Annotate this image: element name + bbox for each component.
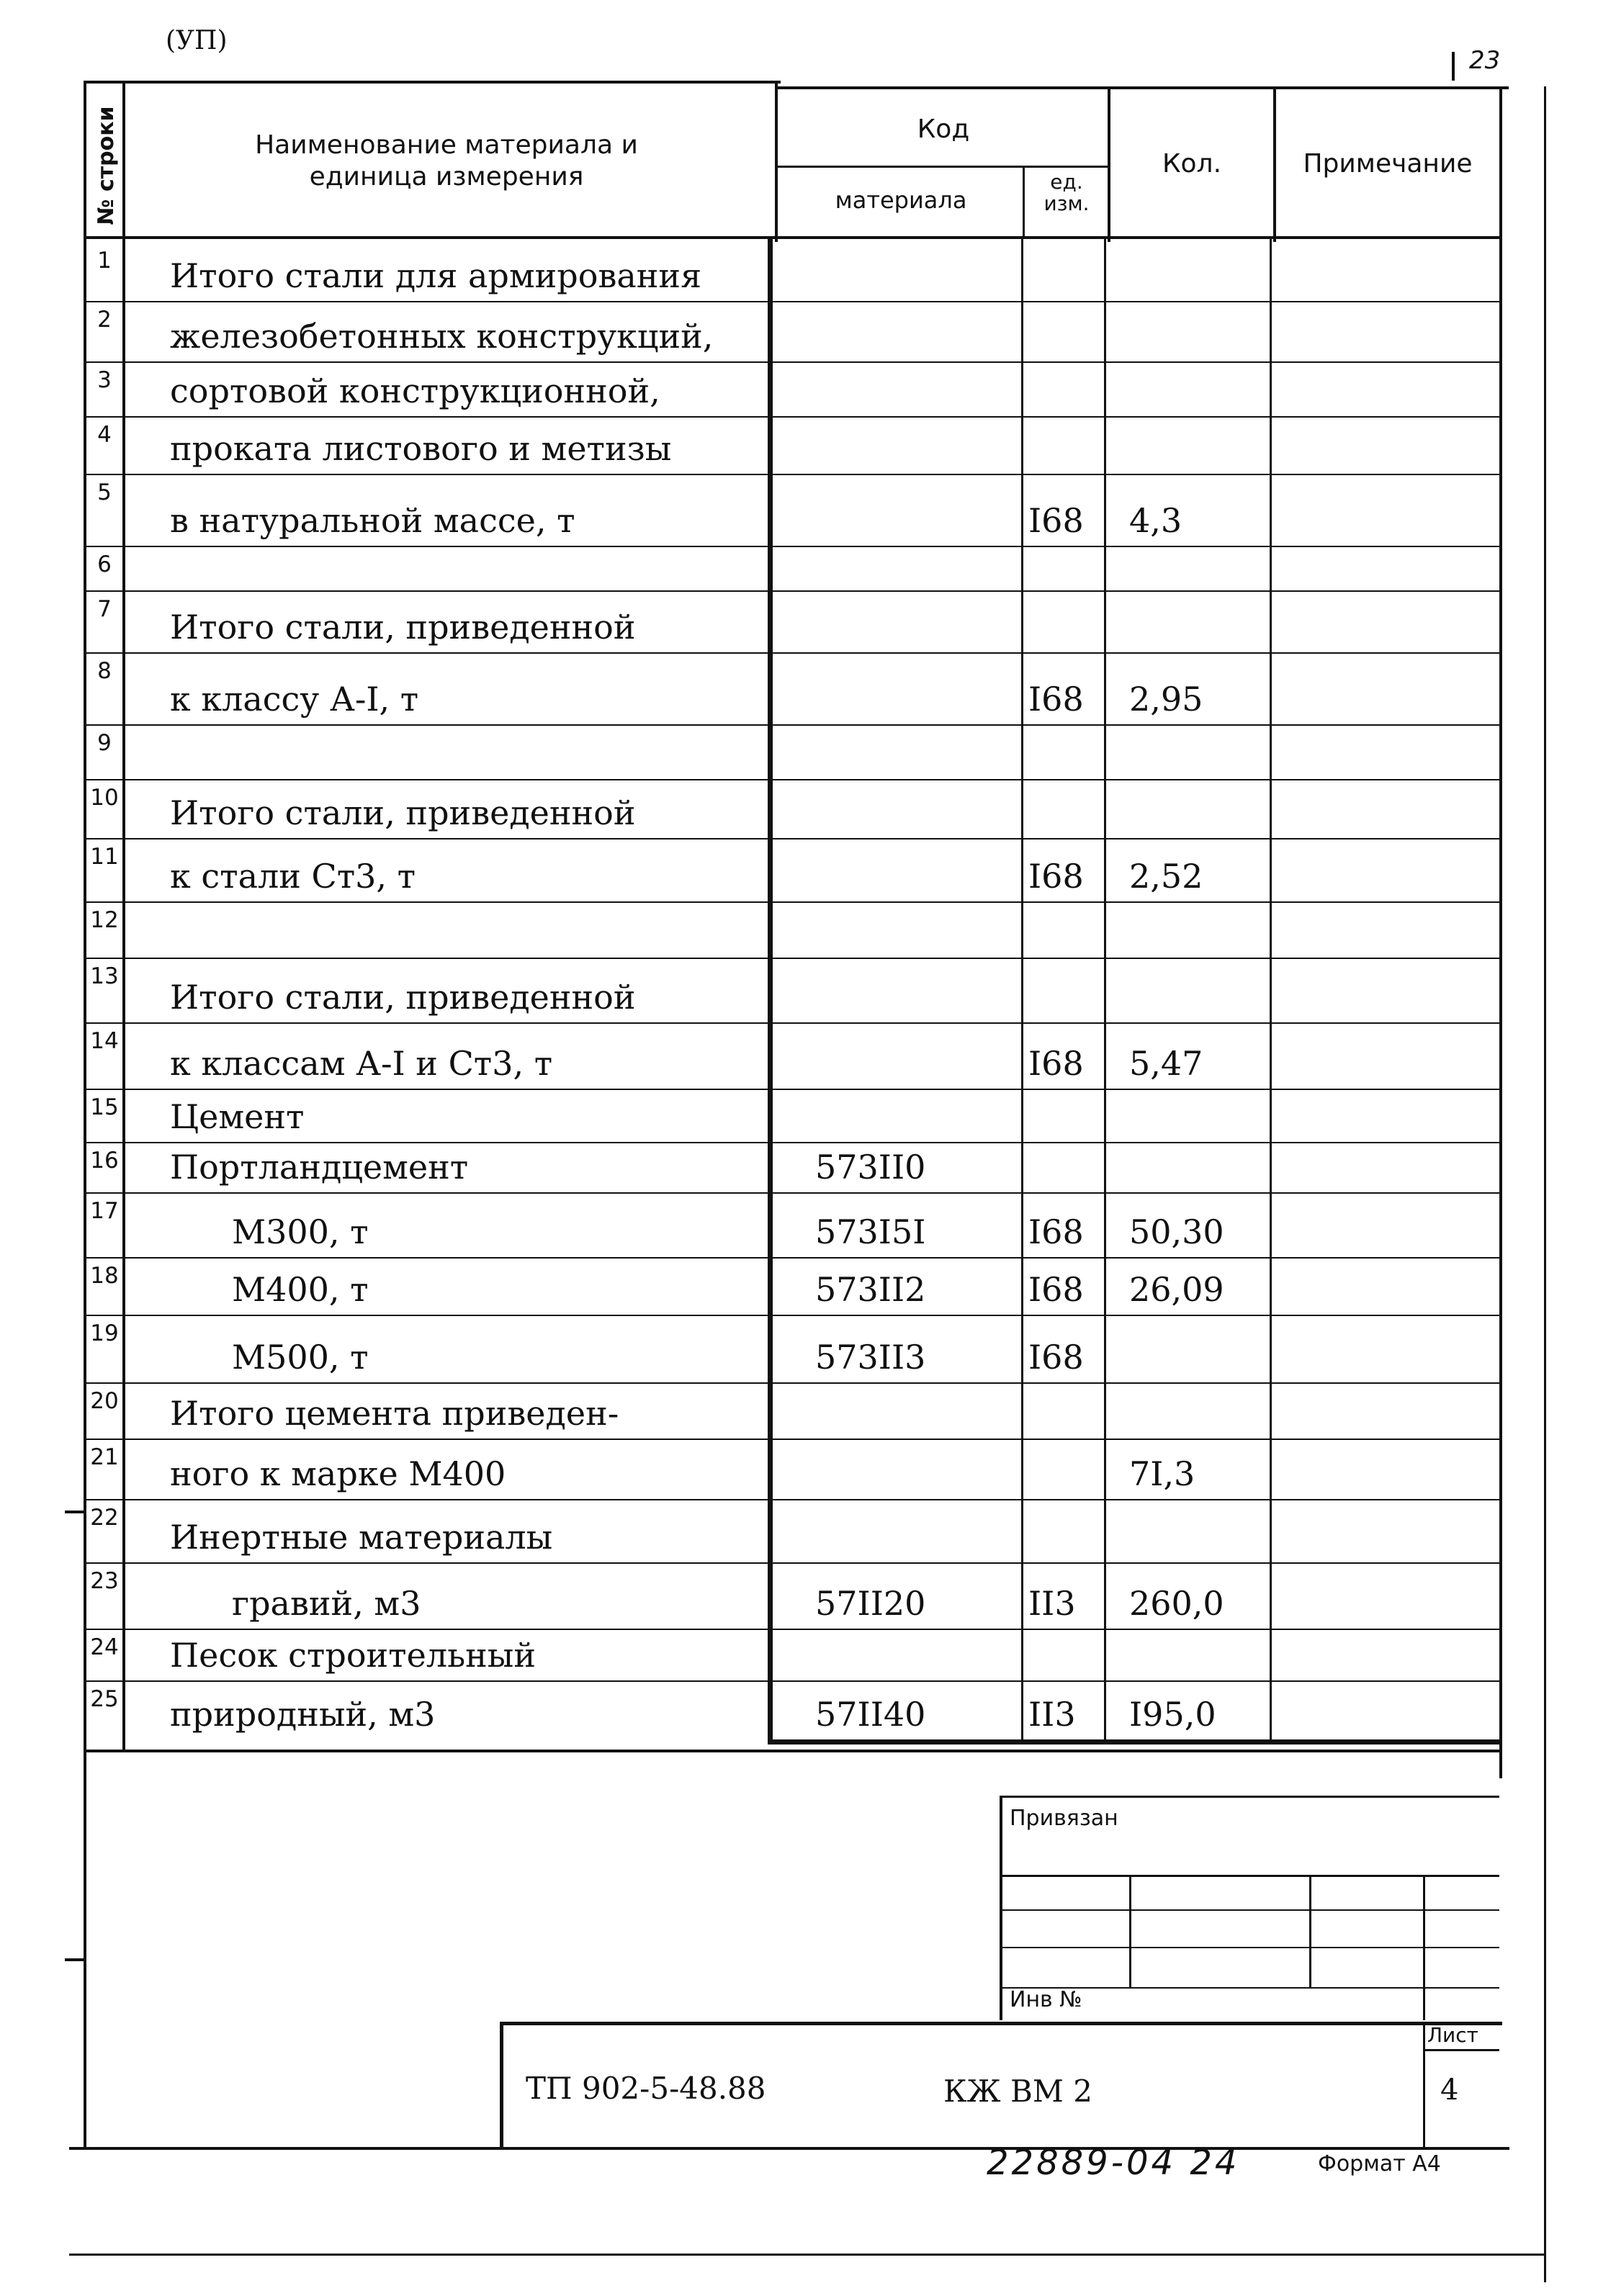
page-bottom-rule — [69, 2254, 1545, 2256]
row-unit: I68 — [1028, 501, 1084, 540]
row-number: 13 — [90, 963, 119, 989]
privyazan-label: Привязан — [1010, 1806, 1118, 1831]
row-name: М300, т — [232, 1212, 369, 1251]
row-name: проката листового и метизы — [170, 429, 672, 468]
header-code-unit: ед. изм. — [1043, 170, 1090, 215]
row-number: 6 — [97, 552, 112, 577]
row-code: 57II20 — [815, 1584, 926, 1623]
row-number: 8 — [97, 658, 112, 684]
row-name: Итого стали, приведенной — [170, 978, 636, 1017]
row-number: 25 — [90, 1686, 119, 1712]
row-number: 19 — [90, 1320, 119, 1346]
row-name: Инертные материалы — [170, 1518, 553, 1557]
row-qty: 260,0 — [1129, 1584, 1224, 1623]
row-number: 4 — [97, 422, 112, 448]
row-number: 5 — [97, 480, 112, 505]
row-name: Портландцемент — [170, 1148, 469, 1187]
row-name: к стали Ст3, т — [170, 857, 416, 896]
sheet-number: 4 — [1440, 2074, 1459, 2107]
row-code: 573II0 — [815, 1148, 926, 1187]
row-unit: II3 — [1028, 1584, 1076, 1623]
row-unit: I68 — [1028, 1044, 1084, 1083]
row-unit: I68 — [1028, 1270, 1084, 1309]
row-number: 9 — [97, 730, 112, 756]
inv-no-label: Инв № — [1010, 1987, 1082, 2012]
row-number: 24 — [90, 1634, 119, 1660]
frame-bottom — [69, 2147, 1509, 2150]
row-qty: 7I,3 — [1129, 1454, 1195, 1493]
row-name: сортовой конструкционной, — [170, 372, 660, 410]
row-number: 3 — [97, 367, 112, 393]
row-name: Песок строительный — [170, 1636, 537, 1675]
header-code: Код — [917, 114, 970, 144]
row-number: 23 — [90, 1568, 119, 1594]
row-number: 15 — [90, 1094, 119, 1120]
row-name: в натуральной массе, т — [170, 501, 575, 540]
row-name: М400, т — [232, 1270, 369, 1309]
handwritten-number: 22889-04 24 — [987, 2143, 1240, 2183]
row-code: 573II2 — [815, 1270, 926, 1309]
row-name: природный, м3 — [170, 1695, 436, 1734]
row-name: железобетонных конструкций, — [170, 317, 714, 356]
row-code: 573II3 — [815, 1338, 926, 1377]
row-number: 18 — [90, 1263, 119, 1289]
row-unit: I68 — [1028, 1338, 1084, 1377]
row-number: 16 — [90, 1148, 119, 1174]
row-number: 17 — [90, 1198, 119, 1224]
row-qty: I95,0 — [1129, 1695, 1216, 1734]
row-qty: 5,47 — [1129, 1044, 1203, 1083]
frame-top-right — [778, 86, 1509, 89]
row-unit: II3 — [1028, 1695, 1076, 1734]
row-qty: 4,3 — [1129, 501, 1182, 540]
row-number: 20 — [90, 1388, 119, 1414]
row-qty: 26,09 — [1129, 1270, 1224, 1309]
row-number: 21 — [90, 1444, 119, 1470]
header-note: Примечание — [1303, 149, 1473, 179]
row-qty: 2,52 — [1129, 857, 1203, 896]
row-number: 2 — [97, 307, 112, 333]
frame-right-outer — [1544, 86, 1546, 2282]
row-name: ного к марке М400 — [170, 1454, 506, 1493]
row-unit: I68 — [1028, 1212, 1084, 1251]
header-name: Наименование материала и единица измерения — [255, 130, 638, 192]
header-code-material: материала — [835, 186, 967, 214]
row-code: 573I5I — [815, 1212, 926, 1251]
row-code: 57II40 — [815, 1695, 926, 1734]
row-name: Итого стали для армирования — [170, 256, 702, 295]
row-number: 1 — [97, 248, 112, 274]
row-number: 22 — [90, 1505, 119, 1531]
row-number: 7 — [97, 596, 112, 622]
row-number: 14 — [90, 1028, 119, 1054]
row-name: Цемент — [170, 1097, 305, 1136]
row-number: 11 — [90, 844, 119, 870]
row-name: М500, т — [232, 1338, 369, 1377]
row-number: 10 — [90, 785, 119, 811]
header-qty: Кол. — [1162, 149, 1222, 179]
row-unit: I68 — [1028, 857, 1084, 896]
row-name: Итого стали, приведенной — [170, 608, 636, 647]
format-label: Формат А4 — [1318, 2151, 1441, 2176]
top-fragment: (УП) — [166, 26, 228, 55]
sheet-label: Лист — [1427, 2023, 1478, 2047]
row-name: к классам А-I и Ст3, т — [170, 1044, 553, 1083]
frame-top-left — [86, 81, 781, 84]
row-name: Итого стали, приведенной — [170, 793, 636, 832]
row-number: 12 — [90, 907, 119, 933]
doc-mark: КЖ ВМ 2 — [943, 2074, 1092, 2109]
row-qty: 2,95 — [1129, 680, 1203, 719]
header-row-no: № строки — [94, 106, 119, 225]
row-name: к классу А-I, т — [170, 680, 419, 719]
doc-code: ТП 902-5-48.88 — [526, 2071, 766, 2106]
row-qty: 50,30 — [1129, 1212, 1224, 1251]
row-unit: I68 — [1028, 680, 1084, 719]
row-name: Итого цемента приведен- — [170, 1394, 619, 1433]
frame-right-table — [1499, 86, 1502, 1778]
row-name: гравий, м3 — [232, 1584, 421, 1623]
page-number: 23 — [1469, 46, 1501, 75]
